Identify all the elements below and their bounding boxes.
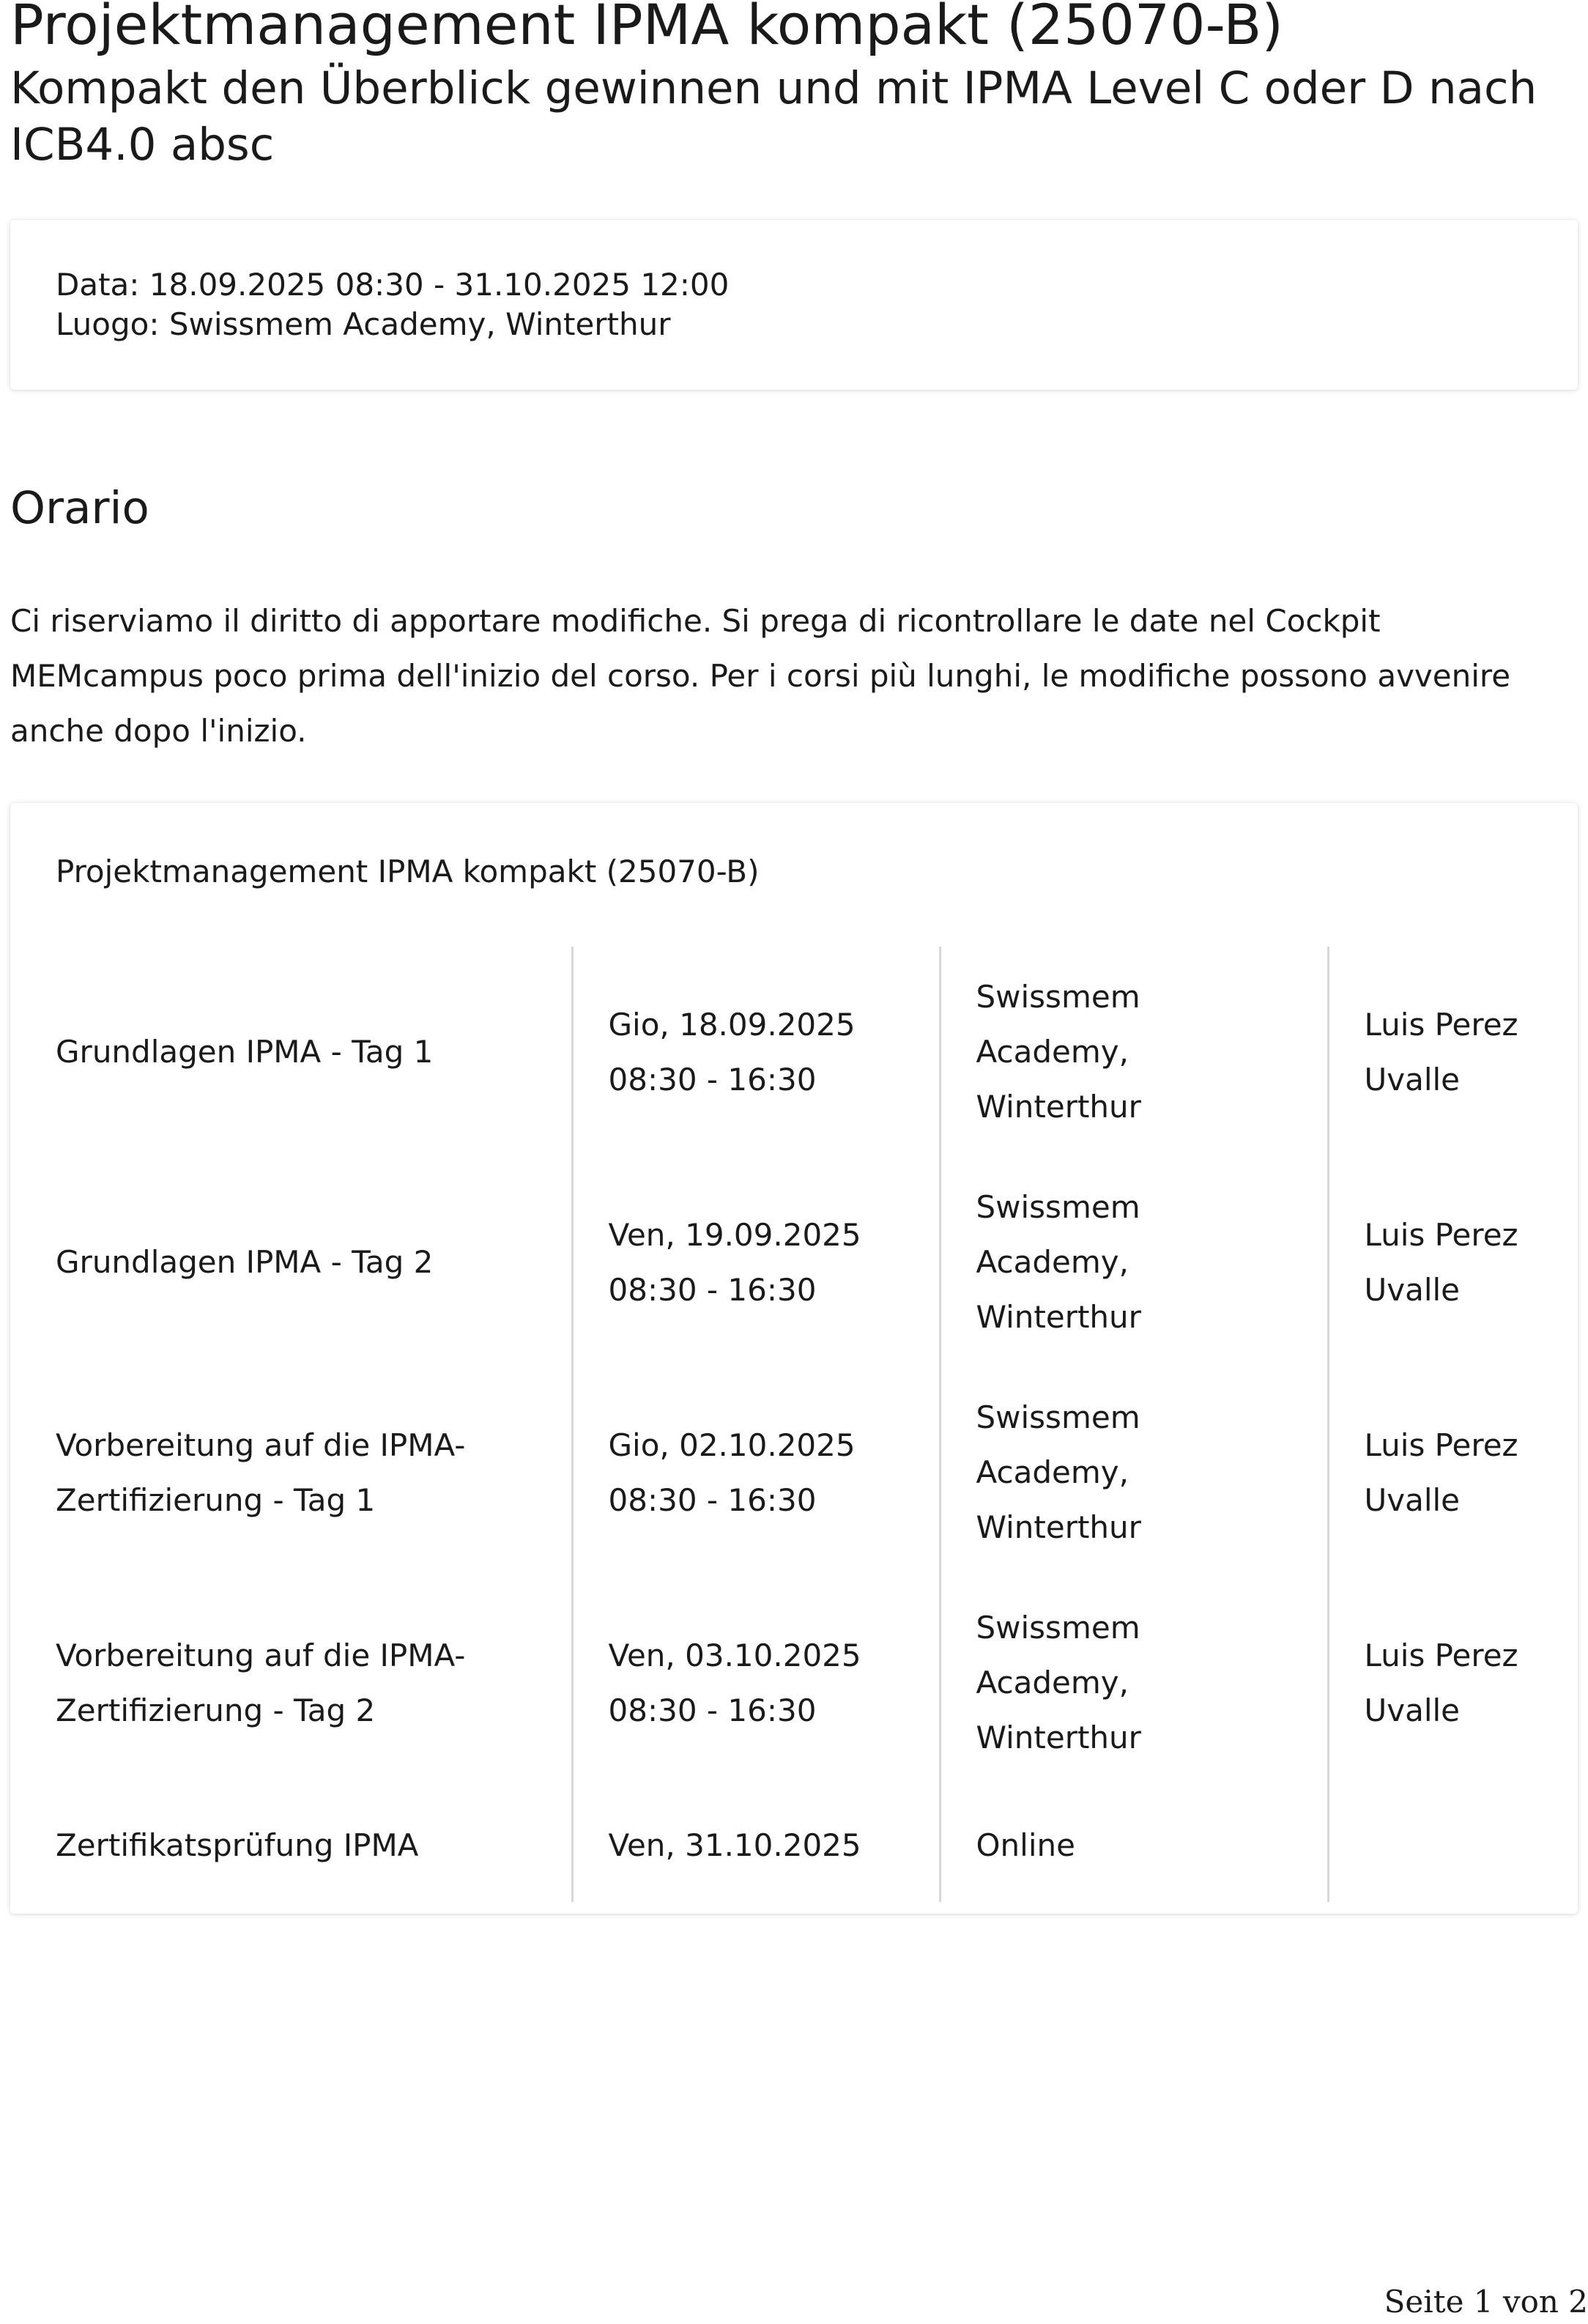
schedule-title: Projektmanagement IPMA kompakt (25070-B) xyxy=(56,854,760,889)
session-date-line: Ven, 03.10.2025 xyxy=(608,1637,861,1673)
session-date-cell xyxy=(572,947,940,1157)
table-row xyxy=(56,1788,1550,1902)
session-trainer-cell xyxy=(1328,1577,1550,1788)
session-name-line: Zertifikatsprüfung IPMA xyxy=(56,1827,419,1863)
session-trainer-cell xyxy=(1328,1157,1550,1367)
session-location-cell xyxy=(940,1788,1328,1902)
session-name-cell xyxy=(56,1788,572,1902)
schedule-card xyxy=(10,803,1578,1914)
session-name-cell xyxy=(56,1367,572,1577)
session-name-line: Zertifizierung - Tag 2 xyxy=(56,1692,376,1728)
session-location-line: Swissmem xyxy=(976,1610,1140,1646)
session-date-cell xyxy=(572,1157,940,1367)
session-location-line: Academy, xyxy=(976,1665,1129,1701)
session-location-cell xyxy=(940,1157,1328,1367)
session-name-line: Vorbereitung auf die IPMA- xyxy=(56,1426,466,1463)
session-trainer-line: Uvalle xyxy=(1364,1692,1461,1728)
session-trainer-line: Uvalle xyxy=(1364,1061,1461,1098)
session-date-line: Gio, 02.10.2025 xyxy=(608,1426,856,1463)
session-trainer-cell xyxy=(1328,1367,1550,1577)
session-location-cell xyxy=(940,1577,1328,1788)
session-location-line: Winterthur xyxy=(976,1720,1141,1755)
session-location-cell xyxy=(940,947,1328,1157)
page-number: Seite 1 von 2 xyxy=(1384,2284,1588,2320)
session-location-line: Academy, xyxy=(976,1244,1129,1280)
session-name-cell xyxy=(56,947,572,1157)
page-subtitle: Kompakt den Überblick gewinnen und mit IPMA Level C oder D nach ICB4.0 absc xyxy=(10,62,1537,171)
session-trainer-line: Luis Perez xyxy=(1364,1006,1518,1043)
session-date-line: 08:30 - 16:30 xyxy=(608,1271,817,1308)
session-date-cell xyxy=(572,1367,940,1577)
session-date-line: 08:30 - 16:30 xyxy=(608,1061,817,1098)
schedule-heading: Orario xyxy=(10,482,149,534)
session-name-cell xyxy=(56,1577,572,1788)
session-name-line: Vorbereitung auf die IPMA- xyxy=(56,1637,466,1673)
session-date-line: Ven, 19.09.2025 xyxy=(608,1216,861,1253)
course-location: Luogo: Swissmem Academy, Winterthur xyxy=(56,306,671,342)
session-location-line: Winterthur xyxy=(976,1509,1141,1545)
session-location-line: Online xyxy=(976,1827,1075,1863)
course-info-card xyxy=(10,220,1578,390)
session-trainer-line: Luis Perez xyxy=(1364,1637,1518,1673)
session-trainer-line: Uvalle xyxy=(1364,1481,1461,1518)
session-trainer-line: Luis Perez xyxy=(1364,1216,1518,1253)
session-name-line: Zertifizierung - Tag 1 xyxy=(56,1481,376,1518)
session-location-line: Academy, xyxy=(976,1454,1129,1490)
session-date-line: Ven, 31.10.2025 xyxy=(608,1827,861,1863)
table-row xyxy=(56,947,1550,1157)
session-name-line: Grundlagen IPMA - Tag 2 xyxy=(56,1244,434,1280)
session-location-line: Winterthur xyxy=(976,1089,1141,1125)
course-date: Data: 18.09.2025 08:30 - 31.10.2025 12:00 xyxy=(56,267,730,303)
session-date-cell xyxy=(572,1788,940,1902)
session-trainer-cell xyxy=(1328,947,1550,1157)
schedule-table xyxy=(56,947,1550,1902)
schedule-table-body xyxy=(56,947,1550,1902)
session-location-line: Swissmem xyxy=(976,1399,1140,1435)
table-row xyxy=(56,1157,1550,1367)
session-trainer-line: Luis Perez xyxy=(1364,1426,1518,1463)
session-date-cell xyxy=(572,1577,940,1788)
session-trainer-cell xyxy=(1328,1788,1550,1902)
session-date-line: 08:30 - 16:30 xyxy=(608,1481,817,1518)
session-name-cell xyxy=(56,1157,572,1367)
session-location-line: Academy, xyxy=(976,1034,1129,1070)
page-title: Projektmanagement IPMA kompakt (25070-B) xyxy=(10,0,1284,57)
table-row xyxy=(56,1367,1550,1577)
session-trainer-line: Uvalle xyxy=(1364,1271,1461,1308)
schedule-notice: Ci riserviamo il diritto di apportare modifiche. Si prega di ricontrollare le date nel Cockpit MEMcampus poco prima dell'inizio del corso. Per i corsi più lunghi, le modifiche possono avvenire anche dopo l'inizio. xyxy=(10,603,1511,749)
session-date-line: 08:30 - 16:30 xyxy=(608,1692,817,1728)
session-name-line: Grundlagen IPMA - Tag 1 xyxy=(56,1034,434,1070)
session-location-line: Swissmem xyxy=(976,1189,1140,1225)
session-location-line: Winterthur xyxy=(976,1299,1141,1335)
session-location-cell xyxy=(940,1367,1328,1577)
session-date-line: Gio, 18.09.2025 xyxy=(608,1006,856,1043)
table-row xyxy=(56,1577,1550,1788)
session-location-line: Swissmem xyxy=(976,979,1140,1015)
